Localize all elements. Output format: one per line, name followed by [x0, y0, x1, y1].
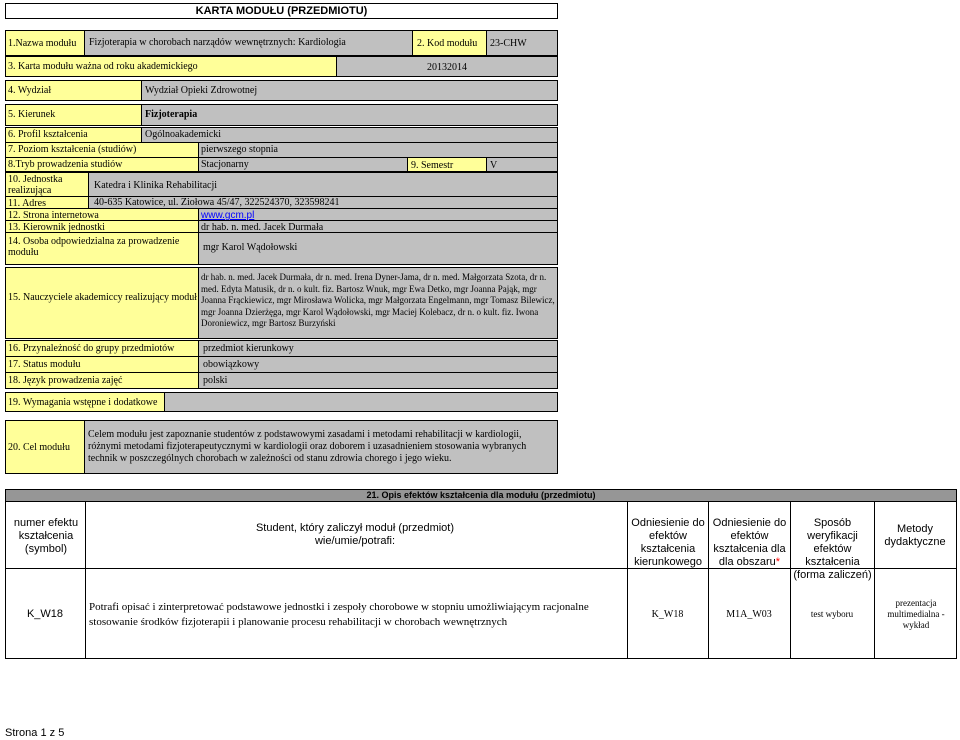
valid-year-value: 20132014: [427, 62, 467, 73]
row-verify: test wyboru: [810, 609, 854, 619]
requirements-label: 19. Wymagania wstępne i dodatkowe: [8, 397, 158, 408]
semester-value: V: [490, 160, 498, 171]
row-ref-area: M1A_W03: [726, 609, 772, 620]
goal-label: 20. Cel modułu: [8, 442, 70, 453]
col-header-ref-dir: Odniesienie do efektów kształcenia kierunkowego: [631, 517, 705, 568]
profile-value: Ogólnoakademicki: [145, 129, 222, 140]
goal-value: Celem modułu jest zapoznanie studentów z podstawowymi zasadami i metodami rehabilitacji w kardiologii, różnymi metodami fizjoterapeutycznymi w kardiologii oraz doborem i uzasadnieniem stosowania wybranych technik w poszczególnych chorobach w zależności od stanu zdrowia chorego i jego wieku.: [88, 429, 527, 464]
website-link[interactable]: www.gcm.pl: [201, 210, 255, 221]
unit-label: 10. Jednostka realizująca: [8, 174, 63, 196]
profile-label: 6. Profil kształcenia: [8, 129, 88, 140]
level-label: 7. Poziom kształcenia (studiów): [8, 144, 137, 155]
mode-label: 8.Tryb prowadzenia studiów: [8, 159, 123, 170]
responsible-label: 14. Osoba odpowiedzialna za prowadzenie modułu: [8, 236, 180, 258]
head-value: dr hab. n. med. Jacek Durmała: [201, 222, 324, 233]
col-header-methods: Metody dydaktyczne: [884, 523, 946, 548]
language-value: polski: [203, 375, 228, 386]
module-code-value: 23-CHW: [490, 38, 527, 49]
semester-label: 9. Semestr: [411, 160, 454, 171]
faculty-label: 4. Wydział: [8, 85, 52, 96]
teachers-label: 15. Nauczyciele akademiccy realizujący moduł: [8, 292, 198, 303]
col-header-ref-area: [708, 517, 791, 569]
col-header-num: numer efektu kształcenia (symbol): [13, 517, 79, 555]
address-label: 11. Adres: [8, 198, 46, 209]
module-code-label: 2. Kod modułu: [417, 38, 478, 49]
teachers-value: dr hab. n. med. Jacek Durmała, dr n. med. Irena Dyner-Jama, dr n. med. Małgorzata Szota, dr n. med. Edyta Matusik, dr n. o kult. fiz. Bartosz Wnuk, mgr Ewa Detko, mgr Joanna Pająk, mgr Joanna Frąckiewicz, mgr Mirosława Wolicka, mgr Małgorzata Engelmann, mgr Tomasz Bilewicz, mgr Joanna Dzierżęga, mgr Karol Wądołowski, mgr Maciej Kolebacz, dr n. o kult. fiz. Iwona Doroniewicz, mgr Bartosz Burzyński: [201, 272, 555, 328]
col-header-student: Student, który zaliczył moduł (przedmiot) wie/umie/potrafi:: [255, 522, 455, 547]
module-name-label: 1.Nazwa modułu: [8, 38, 77, 49]
group-value: przedmiot kierunkowy: [203, 343, 294, 354]
direction-label: 5. Kierunek: [8, 109, 56, 120]
valid-year-label: 3. Karta modułu ważna od roku akademickiego: [8, 61, 198, 72]
col-header-verify: Sposób weryfikacji efektów kształcenia (forma zaliczeń): [793, 517, 872, 581]
ref-area-star: *: [775, 556, 781, 568]
group-label: 16. Przynależność do grupy przedmiotów: [8, 343, 175, 354]
head-label: 13. Kierownik jednostki: [8, 222, 105, 233]
address-value: 40-635 Katowice, ul. Ziołowa 45/47, 322524370, 323598241: [94, 197, 340, 208]
page-title: [5, 3, 558, 19]
title-text: KARTA MODUŁU (PRZEDMIOTU): [195, 5, 368, 17]
row-num: K_W18: [26, 608, 64, 620]
section21-title: [5, 489, 957, 502]
level-value: pierwszego stopnia: [201, 144, 278, 155]
row-text: Potrafi opisać i zinterpretować podstawowe jednostki i zespoły chorobowe w stopniu umożliwiającym racjonalne stosowanie środków fizjoterapii i planowanie procesu rehabilitacji w chorobach wewnętrznych: [89, 601, 589, 628]
responsible-value: mgr Karol Wądołowski: [203, 242, 298, 253]
row-ref-dir: K_W18: [651, 609, 684, 620]
row-methods: prezentacja multimedialna - wykład: [887, 598, 945, 630]
module-name-value: Fizjoterapia w chorobach narządów wewnętrznych: Kardiologia: [89, 37, 346, 48]
col-header-ref-area-text: Odniesienie do efektów kształcenia dla dla obszaru: [712, 517, 787, 568]
website-label: 12. Strona internetowa: [8, 210, 99, 221]
faculty-value: Wydział Opieki Zdrowotnej: [145, 85, 258, 96]
unit-value: Katedra i Klinika Rehabilitacji: [94, 180, 218, 191]
mode-value: Stacjonarny: [201, 159, 249, 170]
section21-title-text: 21. Opis efektów kształcenia dla modułu (przedmiotu): [366, 490, 596, 500]
direction-value: Fizjoterapia: [145, 109, 198, 120]
page-footer: Strona 1 z 5: [5, 727, 65, 739]
status-value: obowiązkowy: [203, 359, 260, 370]
status-label: 17. Status modułu: [8, 359, 81, 370]
language-label: 18. Język prowadzenia zajęć: [8, 375, 123, 386]
